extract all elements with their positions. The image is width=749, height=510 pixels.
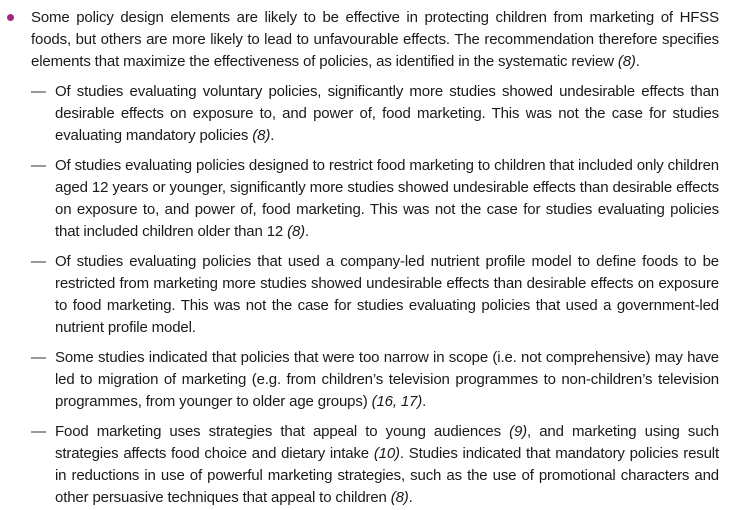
sub-item-text <box>55 251 719 339</box>
text-segment: . <box>305 223 310 240</box>
text-segment: . <box>422 393 427 410</box>
dash-icon: — <box>31 423 46 440</box>
dash-icon: — <box>31 83 46 100</box>
bullet-dot-icon <box>7 14 14 21</box>
text-segment: Some policy design elements are likely to be effective in protecting children from marketing of HFSS foods, but others are more likely to lead to unfavourable effects. The recommendation therefore specifies elements that maximize the effectiveness of policies, as identified in the systematic review <box>31 9 719 70</box>
text-segment: , and marketing using such strategies affects food choice and dietary intake <box>55 423 719 462</box>
citation-reference: (10) <box>373 445 400 462</box>
sub-item-text <box>55 347 719 413</box>
dash-icon: — <box>31 157 46 174</box>
citation-reference: (9) <box>509 423 528 440</box>
text-segment: . <box>408 489 413 506</box>
sub-list-item <box>31 81 719 147</box>
citation-reference: (8) <box>287 223 306 240</box>
citation-reference: (8) <box>252 127 271 144</box>
dash-icon: — <box>31 349 46 366</box>
sub-list-item <box>31 251 719 339</box>
text-segment: Food marketing uses strategies that appeal to young audiences <box>55 423 510 440</box>
text-segment: Of studies evaluating voluntary policies, significantly more studies showed undesirable effects than desirable effects on exposure to, and power of, food marketing. This was not the case for studies evaluating mandatory policies <box>55 83 719 144</box>
citation-reference: (16, 17) <box>371 393 423 410</box>
sub-list-item <box>31 421 719 509</box>
citation-reference: (8) <box>617 53 636 70</box>
sub-item-text <box>55 81 719 147</box>
sub-list <box>31 81 719 509</box>
text-segment: Some studies indicated that policies that were too narrow in scope (i.e. not comprehensive) may have led to migration of marketing (e.g. from children’s television programmes to non-children’s television programmes, from younger to older age groups) <box>55 349 719 410</box>
sub-item-text <box>55 155 719 243</box>
text-segment: . <box>635 53 640 70</box>
sub-list-item <box>31 155 719 243</box>
main-paragraph <box>31 7 719 73</box>
text-segment: Of studies evaluating policies that used a company-led nutrient profile model to define foods to be restricted from marketing more studies showed undesirable effects than desirable effects on exposure to food marketing. This was not the case for studies evaluating policies that used a government-led nutrient profile model. <box>55 253 719 336</box>
dash-icon: — <box>31 253 46 270</box>
sub-list-item <box>31 347 719 413</box>
text-segment: Of studies evaluating policies designed to restrict food marketing to children that included only children aged 12 years or younger, significantly more studies showed undesirable effects than desirable effects on exposure to, and power of, food marketing. This was not the case for studies evaluating policies that included children older than 12 <box>55 157 719 240</box>
citation-reference: (8) <box>390 489 409 506</box>
text-segment: . <box>270 127 275 144</box>
sub-item-text <box>55 421 719 509</box>
text-segment: . Studies indicated that mandatory policies result in reductions in use of powerful marketing strategies, such as the use of promotional characters and other persuasive techniques that appeal to children <box>55 445 719 506</box>
